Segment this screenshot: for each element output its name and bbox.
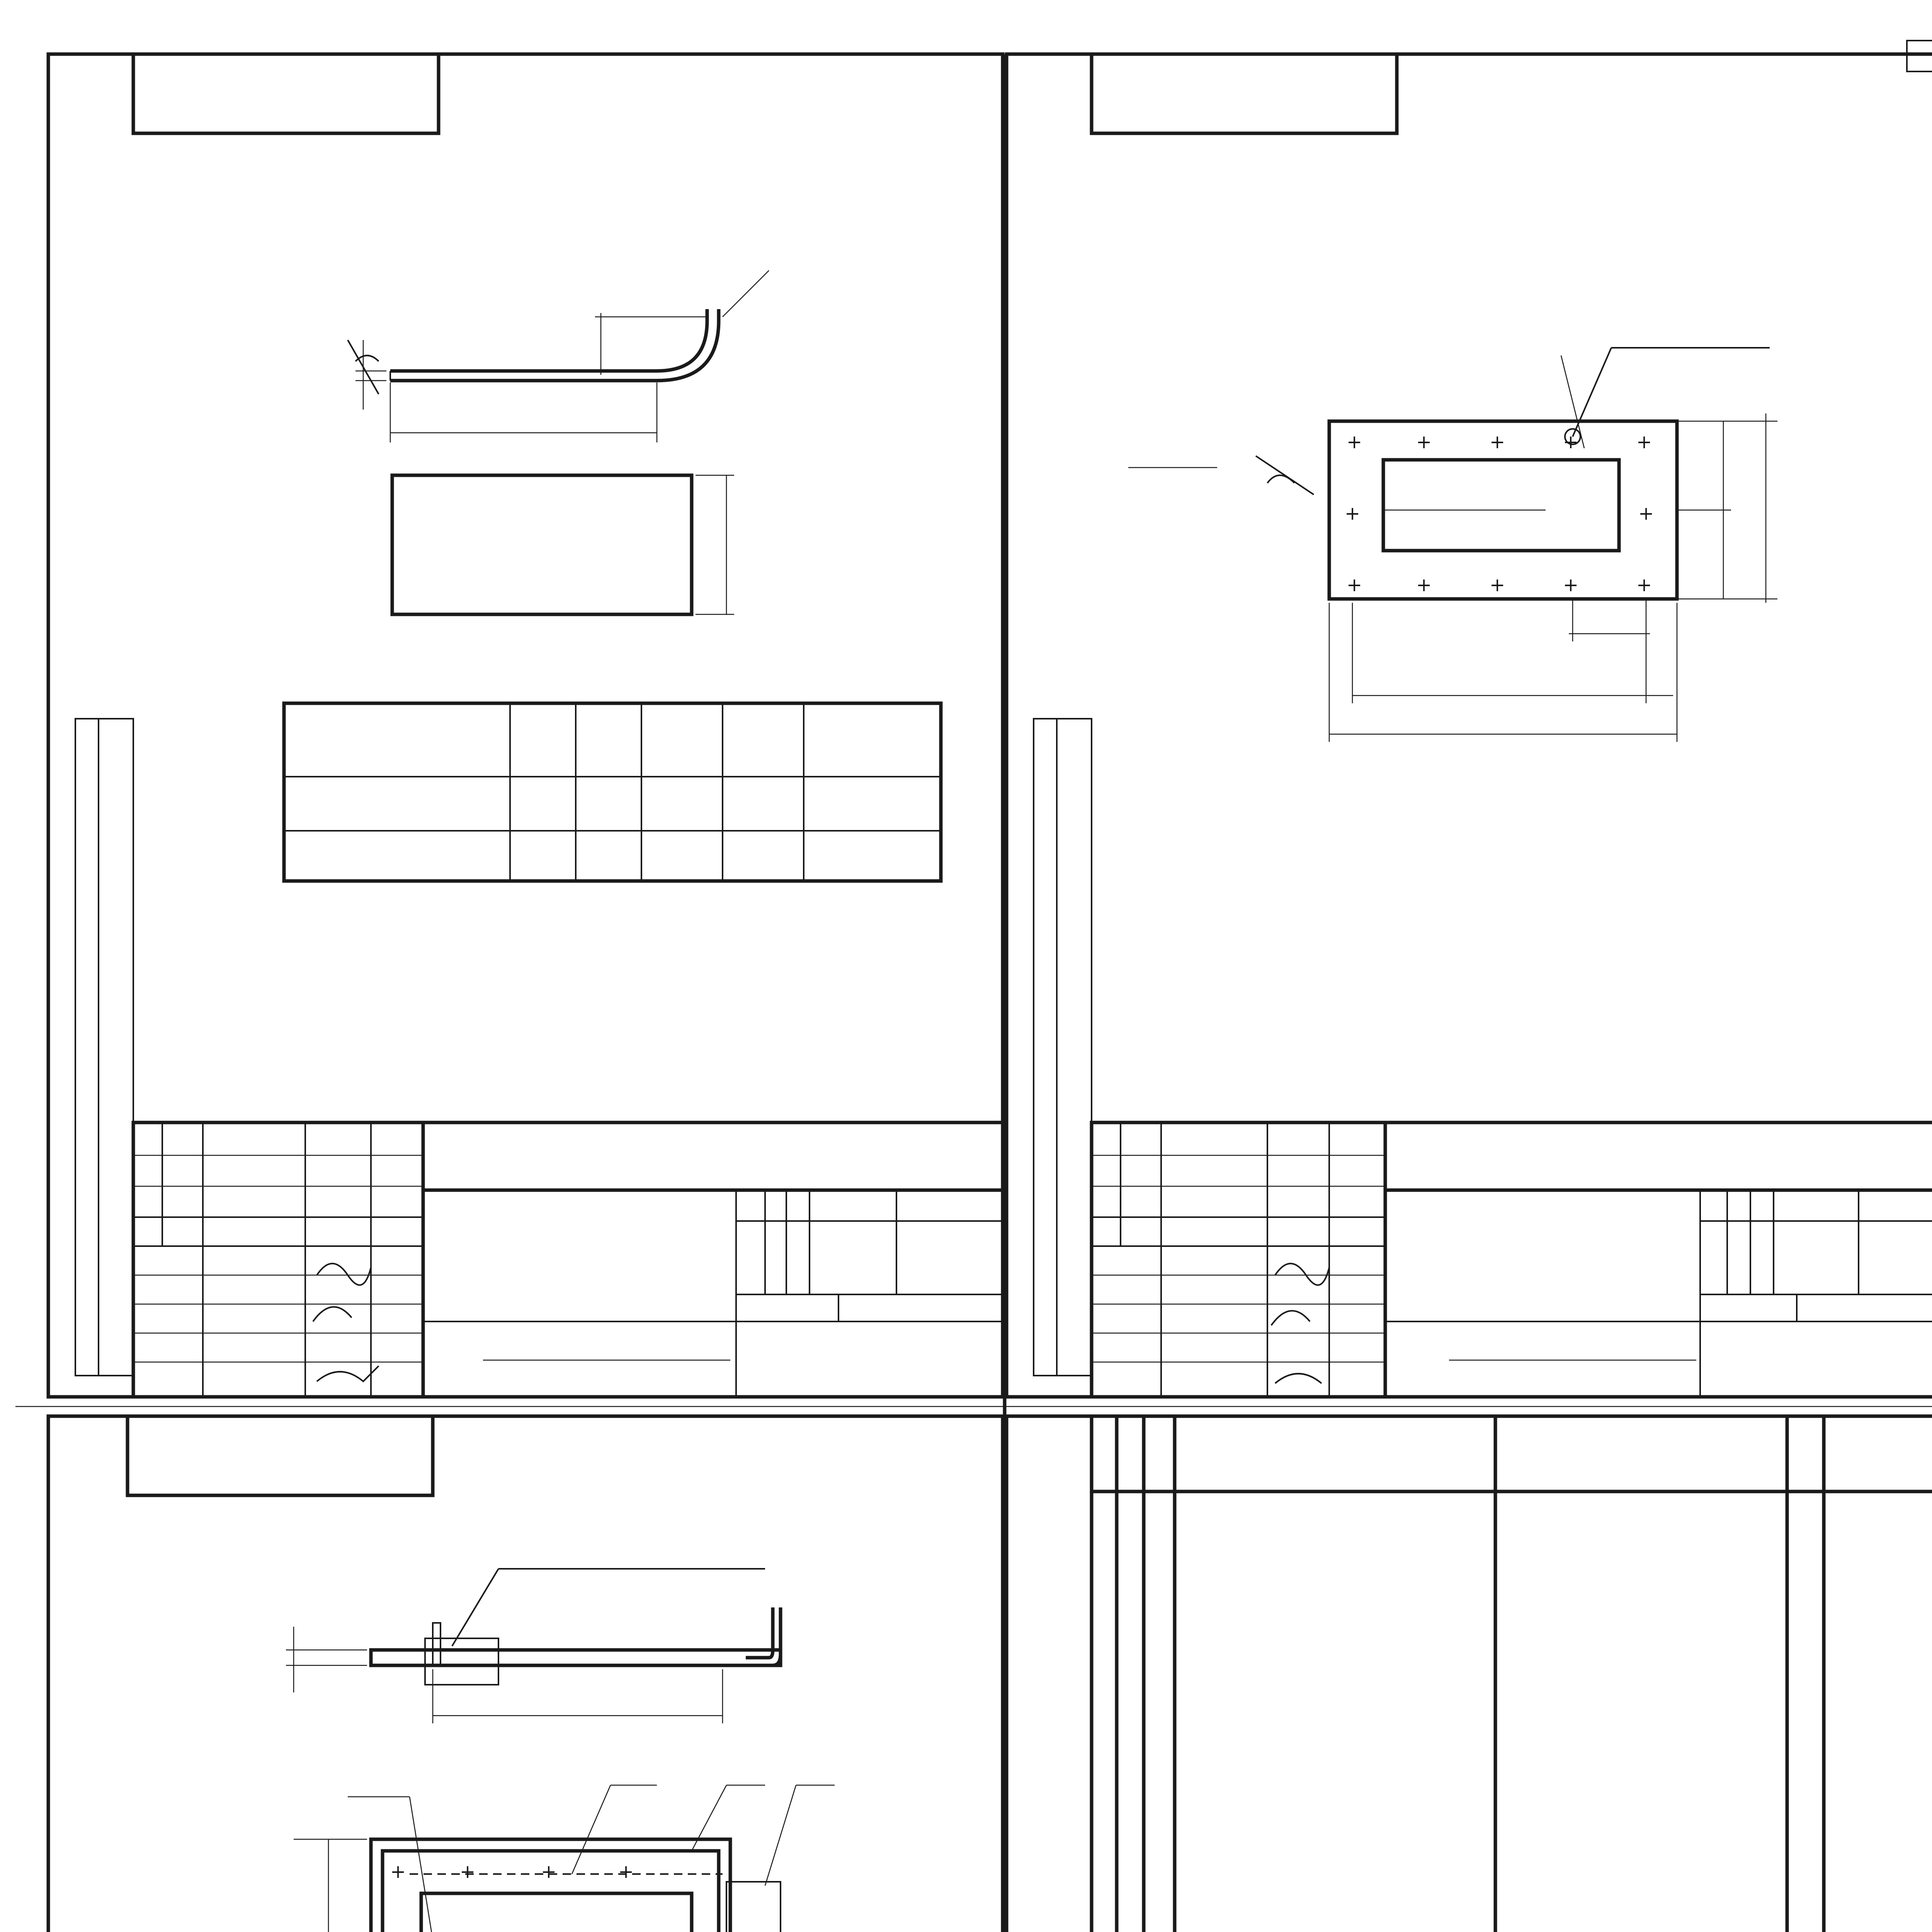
p1-plate-view [392, 475, 734, 614]
svg-text:+: + [1347, 574, 1362, 596]
svg-text:+: + [1636, 431, 1652, 453]
p2-thk-mark [1256, 456, 1314, 495]
p4-spec-table [1092, 1416, 1932, 1932]
p2-title-block [1092, 1122, 1932, 1397]
svg-text:+: + [541, 1861, 557, 1883]
svg-text:+: + [618, 1861, 634, 1883]
p2-flange-view [1128, 348, 1777, 742]
panel-2 [1092, 54, 1932, 1397]
p2-signatures [1271, 1264, 1329, 1383]
svg-text:+: + [1345, 503, 1361, 524]
panel-1 [133, 54, 1003, 1397]
svg-text:+: + [1416, 574, 1432, 596]
svg-text:+: + [460, 1861, 476, 1883]
p3-side-section [286, 1569, 781, 1723]
svg-text:+: + [1416, 431, 1432, 453]
svg-text:+: + [1563, 574, 1579, 596]
p1-title-block [133, 1122, 1003, 1397]
svg-text:+: + [1490, 574, 1505, 596]
svg-text:+: + [1490, 431, 1505, 453]
svg-text:+: + [1636, 574, 1652, 596]
p1-bent-strip [348, 270, 769, 442]
svg-text:+: + [1347, 431, 1362, 453]
p1-stamp-grid [133, 1122, 423, 1397]
p1-variant-table [284, 703, 941, 881]
panel-3 [128, 1416, 1003, 1932]
svg-text:+: + [1638, 503, 1654, 524]
p2-stamp-grid [1092, 1122, 1385, 1397]
page-number-box [1907, 41, 1932, 71]
svg-text:+: + [390, 1861, 406, 1883]
panel-4 [1092, 1416, 1932, 1932]
p3-plan-view [294, 1785, 835, 1932]
p3-holes [390, 1861, 634, 1932]
p2-bolt-holes [1345, 429, 1654, 596]
p1-signatures [313, 1264, 379, 1381]
svg-text:+: + [1563, 431, 1579, 453]
side-stamps [75, 719, 1092, 1932]
